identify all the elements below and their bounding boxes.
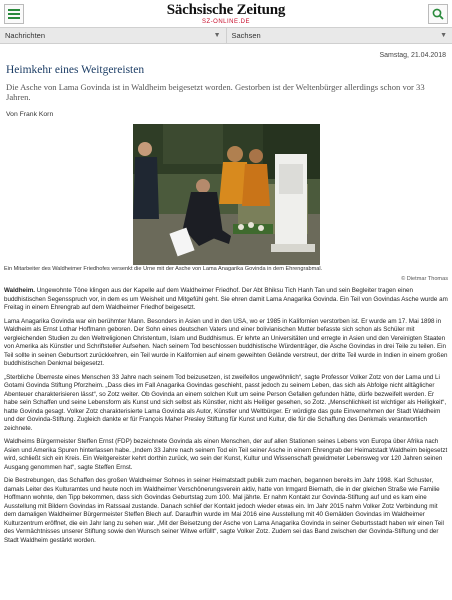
- article-date: Samstag, 21.04.2018: [379, 52, 446, 59]
- search-icon: [432, 8, 444, 20]
- photo-illustration: [133, 124, 320, 265]
- search-button[interactable]: [428, 4, 448, 24]
- article-author: Von Frank Korn: [6, 111, 54, 118]
- nav-nachrichten[interactable]: [0, 28, 227, 43]
- site-logo[interactable]: [167, 3, 286, 25]
- photo-credit: © Dietmar Thomas: [401, 276, 448, 282]
- nav-sachsen-label: Sachsen: [231, 31, 261, 40]
- top-bar: [0, 0, 452, 28]
- nav-nachrichten-label: Nachrichten: [5, 31, 46, 40]
- paragraph-3: „Sterbliche Überreste eines Menschen 33 Jahre nach seinem Tod beizusetzen, ist zweifellos ungewöhnlich“, sagte Professor Volker Zotz von der Lama und Li Gotami Govinda Stiftung Pforzheim. „Dass dies im Fall Anagarika Govindas geschieht, passt jedoch zu seinem Leben, das sich als Abfolge nicht alltäglicher Abenteuer charakterisieren lässt“, so Zotz weiter. Ob Govinda an einem solchen Kult um seine Person Gefallen gefunden hätte, dürfe bezweifelt werden. Er habe sein Schaffen und seine Lebensform als Kunst und sich selbst als Künstler, nicht als Heiliger gesehen, so Zotz. „Menschlichkeit ist wichtiger als Heiligkeit“, hatte Govinda gesagt. Volker Zotz charakterisierte Lama Govinda als Autor, Künstler und Weltbürger. Er würdigte das gute Einvernehmen der Stadt Waldheim und der Govinda-Stiftung. Zugleich dankte er für François Maher Presley Stiftung für Kunst und Kultur, die für die Schaffung des Denkmals verantwortlich zeichnete.: [4, 373, 447, 432]
- chevron-down-icon: ▼: [440, 32, 447, 39]
- menu-button[interactable]: [4, 4, 24, 24]
- section-nav: [0, 28, 452, 44]
- article-body: [4, 287, 449, 550]
- paragraph-1-text: Ungewohnte Töne klingen aus der Kapelle auf dem Waldheimer Friedhof. Der Abt Bhiksu Tich Hanh Tan und sein Begleiter tragen einen buddhistischen Segensspruch vor, in dem es um Weisheit und Mitgefühl geht. Sie ehren damit Lama Anagarika Govinda. Ein Teil von Govindas Asche wurde am Freitag in einem Ehrengrab auf dem Waldheimer Friedhof beigesetzt.: [4, 287, 448, 311]
- paragraph-4: Waldheims Bürgermeister Steffen Ernst (FDP) bezeichnete Govinda als einen Menschen, der auf allen Stationen seines Lebens von Europa über Afrika nach Asien und Amerika Spuren hinterlassen habe. „Indem 33 Jahre nach seinem Tod ein Teil seiner Asche in einem Ehrengrab der Heimatstadt Waldheim beigesetzt wird, schließt sich ein Kreis. Ein Weitgereister kehrt dorthin zurück, wo sein der Kunst, Kultur und Wissenschaft gewidmeter Lebensweg vor 120 Jahren seinen Ausgang genommen hat“, sagte Steffen Ernst.: [4, 438, 448, 471]
- logo-subtitle: SZ-ONLINE.DE: [201, 18, 250, 25]
- paragraph-2: Lama Anagarika Govinda war ein berühmter Mann. Besonders in Asien und in den USA, wo er 1985 in Kalifornien verstorben ist. Er wurde am 17. Mai 1898 in Waldheim als Ernst Lothar Hoffmann geboren. Der Sohn eines deutschen Vaters und einer bolivianischen Mutter befasste sich schon als Schüler mit vergleichenden Studien zu den Weltreligionen Christentum, Islam und Buddhismus. Er lehrte an Universitäten und erregte in Asien und den Vereinigten Staaten von Amerika als Künstler und Schriftsteller Aufsehen. Nach seinem Tod beschlossen buddhistische Würdenträger, die Asche Govindas in drei Teile zu teilen. Ein Teil sollte in seinen Geburtsort zurückkehren, ein Teil wurde in Kalifornien auf einem geweihten Gelände verstreut, der dritte Teil wurde in Indien in einem großen buddhistischen Denkmal beigesetzt.: [4, 317, 448, 367]
- nav-sachsen[interactable]: [227, 28, 452, 43]
- article-teaser: Die Asche von Lama Govinda ist in Waldheim beigesetzt worden. Gestorben ist der Weltenbürger allerdings schon vor 33 Jahren.: [6, 82, 425, 102]
- logo-name: Sächsische Zeitung: [166, 1, 286, 18]
- article-headline: Heimkehr eines Weitgereisten: [6, 64, 145, 76]
- paragraph-1: [4, 287, 449, 313]
- chevron-down-icon: ▼: [213, 32, 221, 39]
- menu-icon: [8, 9, 20, 19]
- dateline: Waldheim.: [4, 287, 36, 294]
- paragraph-5: Die Bestrebungen, das Schaffen des großen Waldheimer Sohnes in seiner Heimatstadt publik zum machen, begannen bereits im Jahr 1998. Karl Schuster, damals Leiter des Kulturamtes und heute noch im Waldheimer Verschönerungsverein aktiv, hatte von Irmgard Biernath, die in der gleichen Straße wie Familie Hoffmann wohnte, den Tipp bekommen, dass sich Govindas Geburtstag zum 100. Mal jährte. Er nahm Kontakt zur Govinda-Stiftung auf und es kam eine Ausstellung mit Bildern Govindas im Ratssaal zustande. Danach schlief der Kontakt jedoch wieder etwas ein. Im Jahr 2015 nahm Volker Zotz Verbindung mit dem damaligen Waldheimer Bürgermeister Steffen Blech auf. Daraufhin wurde im Mai 2016 eine Ausstellung mit 40 Gemälden Govindas im Waldheimer Kulturzentrum eröffnet, die ein Jahr lang zu sehen war. „Mit der Beisetzung der Asche von Lama Anagarika Govinda in seiner Geburtsstadt haben wir einen Teil des Vermächtnisses unserer Stiftung sowie den Wunsch seiner Witwe erfüllt“, sagte Volker Zotz. Zudem sei das Band zwischen der Govinda-Stiftung und der Stadt Waldheim gestärkt worden.: [4, 477, 444, 544]
- photo-caption: Ein Mitarbeiter des Waldheimer Friedhofes versenkt die Urne mit der Asche von Lama Anagarika Govinda in dem Ehrengrabmal.: [4, 266, 323, 272]
- article-photo[interactable]: [133, 124, 320, 265]
